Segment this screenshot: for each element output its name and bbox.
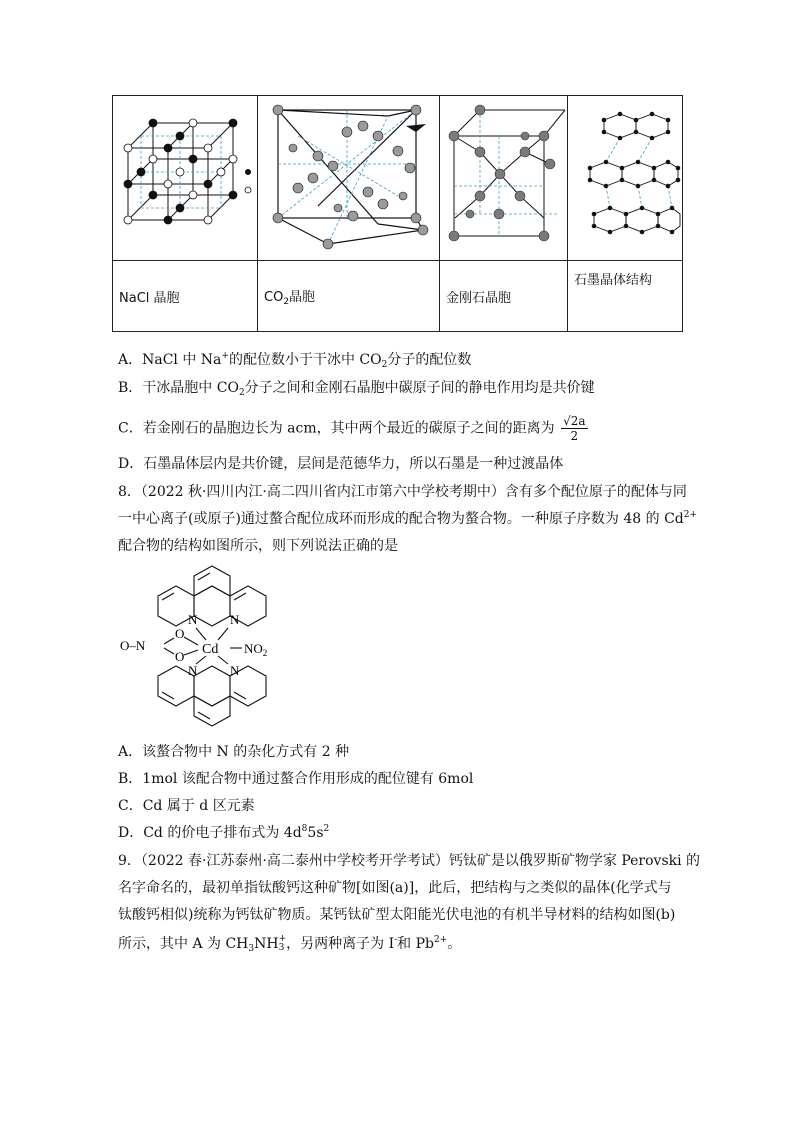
q8-d-sup-1: 8 bbox=[301, 824, 308, 834]
q7-b-text-2: 分子之间和金刚石晶胞中碳原子间的静电作用均是共价键 bbox=[244, 380, 595, 396]
q8-stem-line-1: 8．（2022 秋·四川内江·高二四川省内江市第六中学校考期中）含有多个配位原子的配体与同 bbox=[118, 484, 687, 500]
o-upper-label: O bbox=[175, 626, 185, 641]
q8-option-c: C．Cd 属于 d 区元素 bbox=[118, 798, 255, 814]
nacl-figure-cell bbox=[113, 96, 258, 261]
q9-line-1: 9．（2022 春·江苏泰州·高二泰州中学校考开学考试）钙钛矿是以俄罗斯矿物学家 Perovski 的 bbox=[118, 853, 701, 869]
co2-caption-suffix: 晶胞 bbox=[289, 289, 316, 305]
diamond-unit-cell-figure bbox=[440, 96, 566, 256]
q8-option-d bbox=[118, 822, 329, 842]
no2-label bbox=[244, 641, 267, 658]
no2-label-sub: 2 bbox=[262, 648, 268, 658]
q9-l4-text-5: 。 bbox=[447, 936, 462, 952]
q9-l4-sup-2: - bbox=[394, 935, 398, 945]
q9-l4-sub-1: 3 bbox=[248, 944, 255, 954]
q7-b-text-1: B．干冰晶胞中 CO bbox=[118, 380, 239, 396]
q8-option-b: B．1mol 该配合物中通过螯合作用形成的配位键有 6mol bbox=[118, 771, 474, 787]
nacl-unit-cell-figure bbox=[113, 96, 256, 256]
crystal-structure-table bbox=[112, 95, 683, 332]
q9-l4-sup: + bbox=[278, 934, 287, 944]
diamond-figure-cell bbox=[440, 96, 568, 261]
q7-c-fraction-denominator: 2 bbox=[570, 429, 579, 443]
q8-d-text-2: 5s bbox=[307, 825, 324, 841]
q8-stem-line-3: 配合物的结构如图所示，则下列说法正确的是 bbox=[118, 538, 398, 554]
q9-l4-sub-2: 3 bbox=[278, 943, 285, 953]
q7-a-sup: + bbox=[221, 351, 229, 361]
q8-d-sup-2: 2 bbox=[323, 824, 330, 834]
cd-label: Cd bbox=[202, 642, 219, 657]
q9-line-2: 名字命名的，最初单指钛酸钙这种矿物[如图(a)]，此后，把结构与之类似的晶体(化学式与 bbox=[118, 880, 672, 896]
nacl-caption: NaCl 晶胞 bbox=[113, 261, 258, 332]
q9-l4-text-3: ，另两种离子为 I bbox=[286, 936, 395, 952]
q9-l4-ion-scripts bbox=[279, 935, 287, 953]
graphite-figure-cell bbox=[568, 96, 683, 261]
graphite-caption: 石墨晶体结构 bbox=[568, 261, 683, 332]
q8-option-a: A．该螯合物中 N 的杂化方式有 2 种 bbox=[118, 744, 350, 760]
top-n-right-label: N bbox=[230, 612, 240, 627]
co2-figure-cell bbox=[258, 96, 440, 261]
q8-d-text-1: D．Cd 的价电子排布式为 4d bbox=[118, 825, 302, 841]
q7-option-d: D．石墨晶体层内是共价键，层间是范德华力，所以石墨是一种过渡晶体 bbox=[118, 456, 564, 472]
diamond-caption: 金刚石晶胞 bbox=[440, 261, 568, 332]
q8-stem-2-sup: 2+ bbox=[683, 510, 698, 520]
co2-caption-prefix: CO bbox=[264, 289, 284, 305]
no2-label-main: NO bbox=[244, 641, 263, 656]
q7-c-fraction-numerator: √2a bbox=[563, 414, 586, 428]
nitro-left-label: O–N bbox=[120, 638, 146, 653]
q7-c-text: C．若金刚石的晶胞边长为 acm，其中两个最近的碳原子之间的距离为 bbox=[118, 420, 555, 437]
q9-line-3: 钛酸钙相似)统称为钙钛矿物质。某钙钛矿型太阳能光伏电池的有机半导材料的结构如图(b) bbox=[118, 907, 676, 923]
co2-unit-cell-figure bbox=[258, 96, 438, 256]
q7-option-a bbox=[118, 349, 471, 370]
bottom-n-right-label: N bbox=[230, 663, 240, 678]
q9-l4-text-4: 和 Pb bbox=[397, 936, 435, 952]
q7-b-sub: 2 bbox=[238, 388, 245, 398]
q7-a-text-1: A．NaCl 中 Na bbox=[118, 352, 222, 368]
q9-l4-sup-3: 2+ bbox=[434, 935, 448, 945]
co2-caption-sub: 2 bbox=[283, 296, 290, 307]
q7-a-sub: 2 bbox=[381, 360, 388, 370]
top-n-left-label: N bbox=[188, 612, 198, 627]
q7-option-c bbox=[118, 414, 588, 443]
co2-caption bbox=[258, 261, 440, 332]
bottom-n-left-label: N bbox=[188, 663, 198, 678]
cd-chelate-structure bbox=[118, 560, 298, 732]
q9-l4-text-2: NH bbox=[254, 936, 279, 952]
q7-a-text-2: 的配位数小于干冰中 CO bbox=[228, 352, 382, 368]
q9-l4-text-1: 所示，其中 A 为 CH bbox=[118, 936, 249, 952]
q9-line-4 bbox=[118, 933, 461, 954]
q8-stem-2-text: 一中心离子(或原子)通过螯合配位成环而形成的配合物为螯合物。一种原子序数为 48 的 Cd bbox=[118, 511, 684, 527]
o-lower-label: O bbox=[175, 649, 185, 664]
q8-stem-line-2 bbox=[118, 508, 697, 528]
graphite-structure-figure bbox=[568, 96, 681, 256]
q7-a-text-3: 分子的配位数 bbox=[387, 352, 472, 368]
q7-c-fraction bbox=[561, 414, 587, 443]
q7-option-b bbox=[118, 377, 595, 398]
